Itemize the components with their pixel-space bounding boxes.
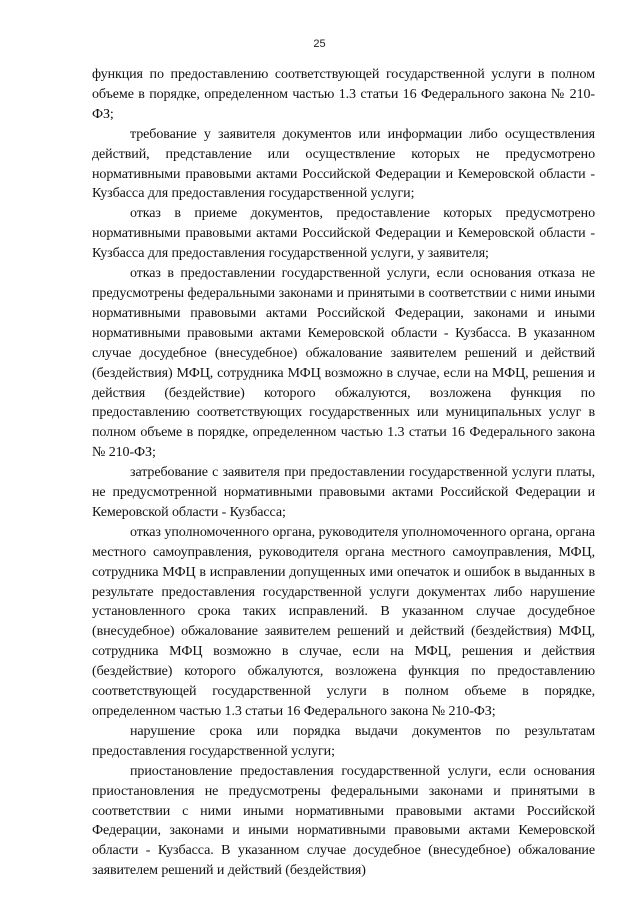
paragraph-refusal-to-provide: отказ в предоставлении государственной услуги, если основания отказа не предусмотрены федеральными законами и принятыми в соответствии с ними иными нормативными правовыми актами Российской Федерации, законами и иными нормативными правовыми актами Кемеровской области - Кузбасса. В указанном случае досудебное (внесудебное) обжалование заявителем решений и действий (бездействия) МФЦ, сотрудника МФЦ возможно в случае, если на МФЦ, решения и действия (бездействие) которого обжалуются, возложена функция по предоставлению соответствующих государственных или муниципальных услуг в полном объеме в порядке, определенном частью 1.3 статьи 16 Федерального закона № 210-ФЗ; bbox=[92, 265, 595, 461]
paragraph-suspension: приостановление предоставления государственной услуги, если основания приостановления не предусмотрены федеральными законами и принятыми в соответствии с ними иными нормативными правовыми актами Российской Федерации, законами и иными нормативными правовыми актами Кемеровской области - Кузбасса. В указанном случае досудебное (внесудебное) обжалование заявителем решений и действий (бездействия) bbox=[92, 762, 595, 879]
page-number: 25 bbox=[313, 38, 326, 50]
document-body bbox=[92, 65, 595, 881]
paragraph-refusal-to-accept: отказ в приеме документов, предоставление которых предусмотрено нормативными правовыми актами Российской Федерации и Кемеровской области - Кузбасса для предоставления государственной услуги, у заявителя; bbox=[92, 205, 595, 262]
paragraph-fee-demand: затребование с заявителя при предоставлении государственной услуги платы, не предусмотренной нормативными правовыми актами Российской Федерации и Кемеровской области - Кузбасса; bbox=[92, 464, 595, 520]
paragraph-function-continuation: функция по предоставлению соответствующей государственной услуги в полном объеме в порядке, определенном частью 1.3 статьи 16 Федерального закона № 210-ФЗ; bbox=[92, 66, 595, 122]
paragraph-document-requirement: требование у заявителя документов или информации либо осуществления действий, представление или осуществление которых не предусмотрено нормативными правовыми актами Российской Федерации и Кемеровской области - Кузбасса для предоставления государственной услуги; bbox=[92, 125, 595, 202]
paragraph-issuance-violation: нарушение срока или порядка выдачи документов по результатам предоставления государственной услуги; bbox=[92, 722, 595, 759]
paragraph-error-correction-refusal: отказ уполномоченного органа, руководителя уполномоченного органа, органа местного самоуправления, руководителя органа местного самоуправления, МФЦ, сотрудника МФЦ в исправлении допущенных ими опечаток и ошибок в выданных в результате предоставления государственной услуги документах либо нарушение установленного срока таких исправлений. В указанном случае досудебное (внесудебное) обжалование заявителем решений и действий (бездействия) МФЦ, сотрудника МФЦ возможно в случае, если на МФЦ, решения и действия (бездействие) которого обжалуются, возложена функция по предоставлению соответствующей государственной услуги в полном объеме в порядке, определенном частью 1.3 статьи 16 Федерального закона № 210-ФЗ; bbox=[92, 523, 595, 719]
